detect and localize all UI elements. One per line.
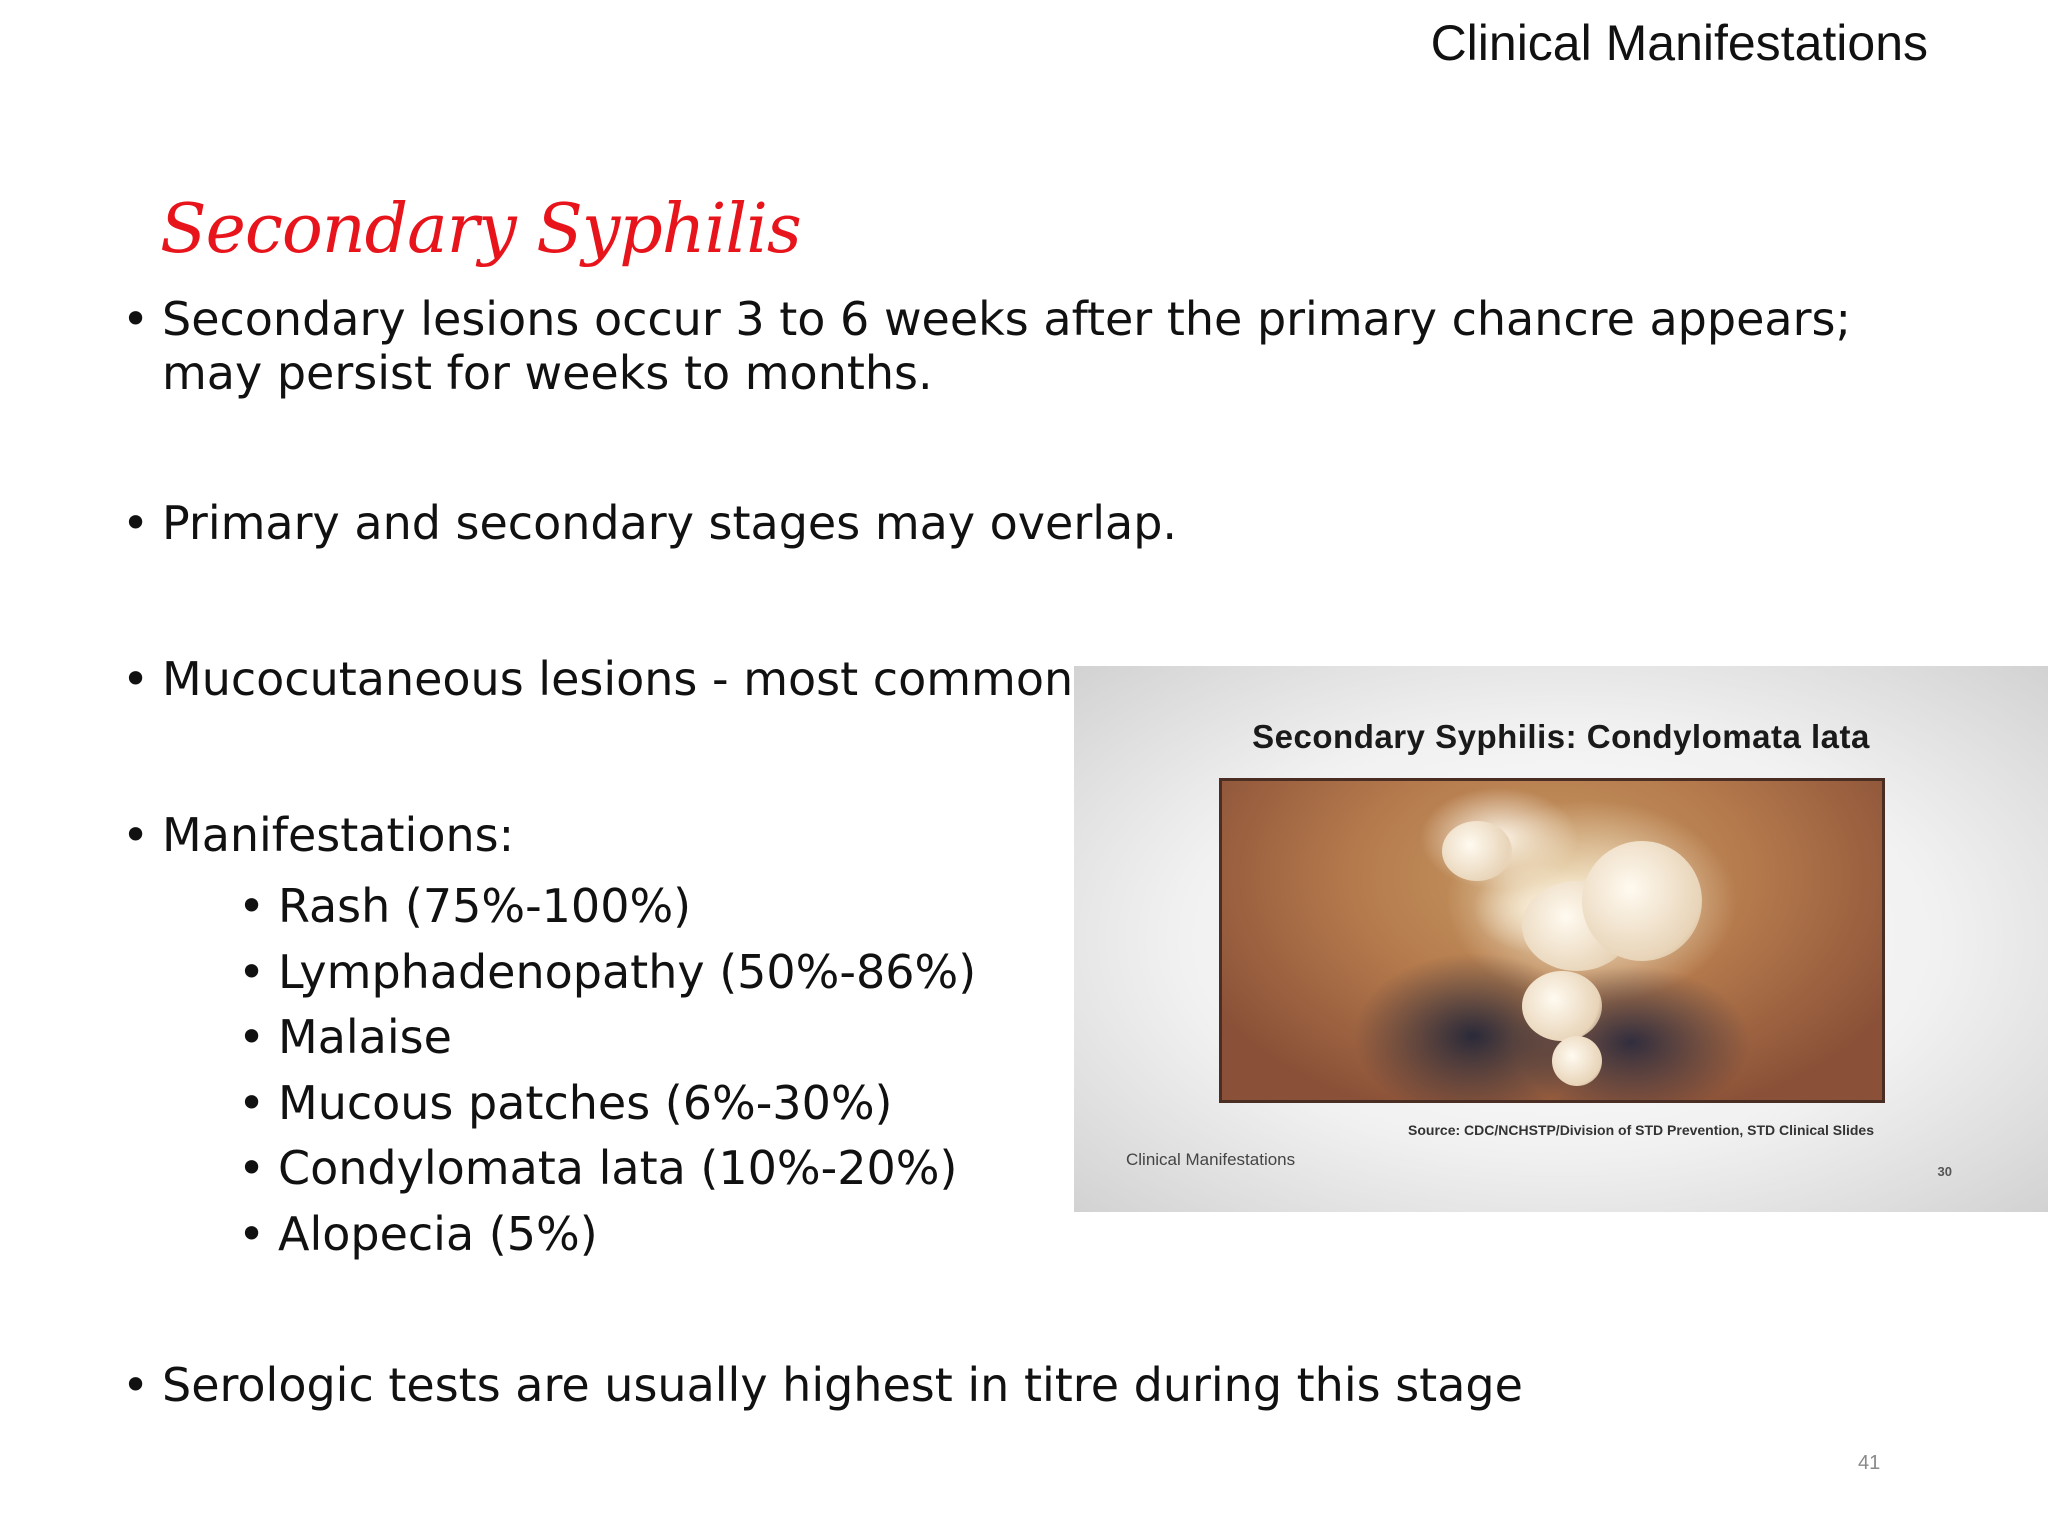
lesion-shape bbox=[1442, 821, 1512, 881]
sub-bullet-item: • Condylomata lata (10%-20%) bbox=[238, 1136, 1942, 1202]
slide-number: 41 bbox=[1858, 1452, 1881, 1474]
header-title: Clinical Manifestations bbox=[1430, 15, 1928, 71]
figure-page-number: 30 bbox=[1937, 1164, 1952, 1179]
sub-bullet-item: • Lymphadenopathy (50%-86%) bbox=[238, 940, 1942, 1006]
figure-source: Source: CDC/NCHSTP/Division of STD Prevention, STD Clinical Slides bbox=[1408, 1122, 1874, 1138]
embedded-slide-image bbox=[1074, 666, 2048, 1212]
lesion-shape bbox=[1552, 1036, 1602, 1086]
slide-title: Secondary Syphilis bbox=[160, 190, 801, 269]
sub-bullet-item: • Rash (75%-100%) bbox=[238, 874, 1942, 940]
figure-footer: Clinical Manifestations bbox=[1126, 1150, 1296, 1169]
bullet-item: • Secondary lesions occur 3 to 6 weeks after the primary chancre appears; may persist for weeks to months. bbox=[122, 292, 1942, 400]
bullet-item: • Primary and secondary stages may overlap. bbox=[122, 496, 1942, 550]
sub-bullet-item: • Alopecia (5%) bbox=[238, 1202, 1942, 1268]
figure-title: Secondary Syphilis: Condylomata lata bbox=[1252, 718, 1870, 755]
bullet-item: • Mucocutaneous lesions - most common bbox=[122, 652, 1942, 706]
bullet-item: • Serologic tests are usually highest in titre during this stage bbox=[122, 1358, 1942, 1412]
lesion-shape bbox=[1522, 971, 1602, 1041]
sub-bullet-item: • Mucous patches (6%-30%) bbox=[238, 1071, 1942, 1137]
manifestations-heading: Manifestations: bbox=[162, 808, 515, 862]
clinical-photo bbox=[1219, 778, 1885, 1103]
sub-bullet-item: • Malaise bbox=[238, 1005, 1942, 1071]
lesion-shape bbox=[1582, 841, 1702, 961]
